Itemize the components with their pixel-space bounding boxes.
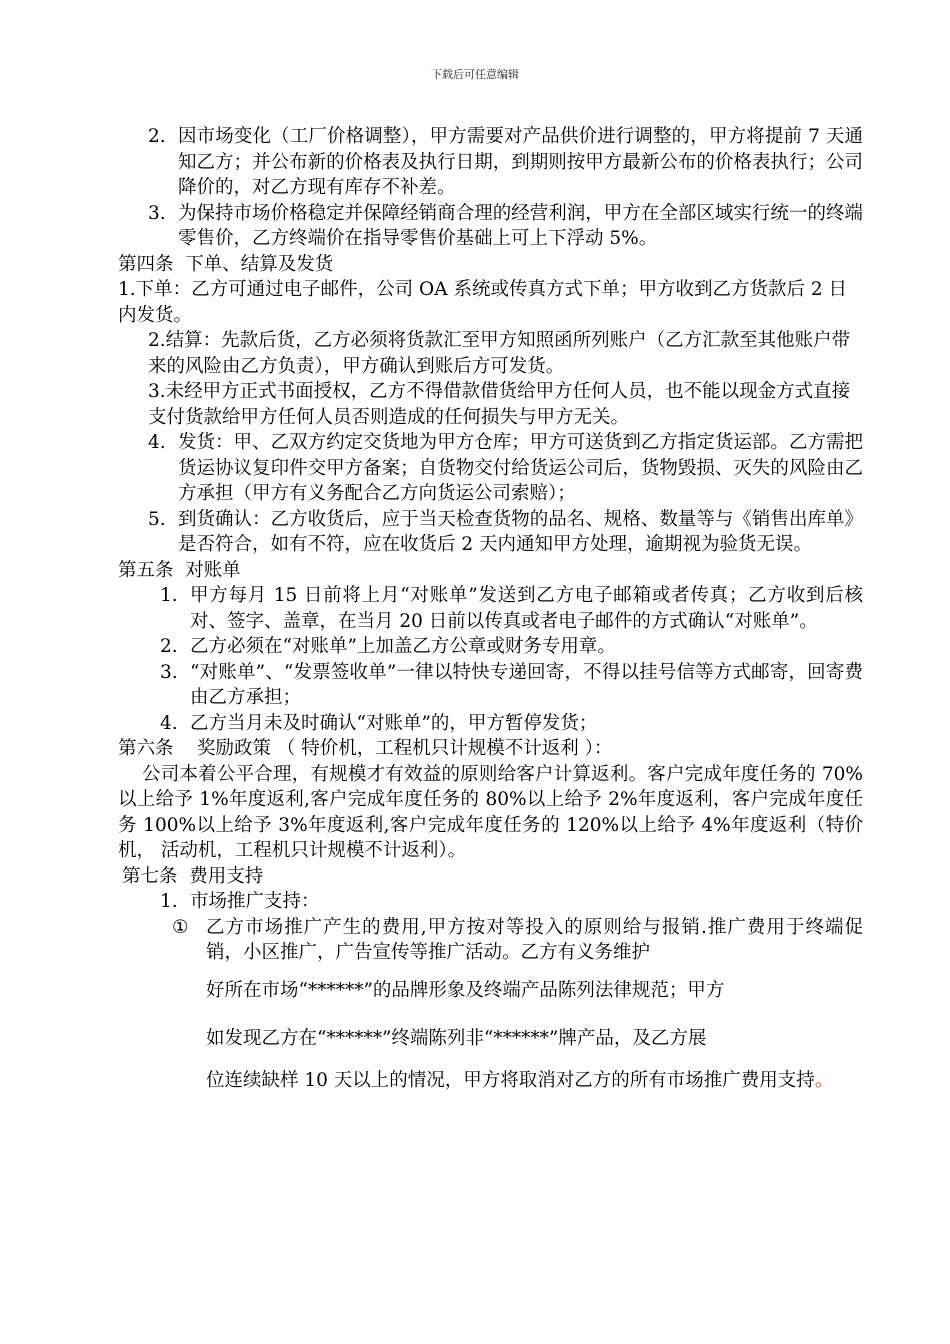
list-number: 3. [148, 202, 166, 224]
list-item [118, 634, 863, 660]
list-item [118, 660, 863, 711]
list-item [118, 583, 863, 634]
list-text: “对账单”、“发票签收单”一律以特快专递回寄，不得以挂号信等方式邮寄，回寄费由乙方承担； [190, 661, 863, 708]
list-number: 5. [148, 508, 166, 530]
list-number: 4. [148, 432, 166, 453]
section-4-item-order: 1.下单：乙方可通过电子邮件，公司 OA 系统或传真方式下单；甲方收到乙方货款后 2 日内发货。 [118, 279, 847, 326]
point-line [206, 1068, 863, 1094]
list-text: 到货确认：乙方收货后，应于当天检查货物的品名、规格、数量等与《销售出库单》是否符合，如有不符，应在收货后 2 天内通知甲方处理，逾期视为验货无误。 [178, 508, 863, 555]
list-item [118, 201, 863, 252]
point-line: 如发现乙方在“******”终端陈列非“******”牌产品，及乙方展 [206, 1027, 707, 1049]
list-text: 为保持市场价格稳定并保障经销商合理的经营利润，甲方在全部区域实行统一的终端零售价，乙方终端价在指导零售价基础上可上下浮动 5%。 [178, 202, 863, 249]
section-6-paragraph: 公司本着公平合理，有规模才有效益的原则给客户计算返利。客户完成年度任务的 70%以上给予 1%年度返利,客户完成年度任务的 80%以上给予 2%年度返利，客户完成年度任务 100%以上给予 3%年度返利,客户完成年度任务的 120%以上给予 4%年度返利（特价机， 活动机，工程机只计规模不计返利）。 [118, 763, 863, 861]
list-number: 4. [160, 712, 178, 734]
list-number: 3. [160, 661, 178, 683]
list-item [118, 124, 863, 201]
list-text: 乙方当月未及时确认“对账单”的，甲方暂停发货； [190, 712, 598, 734]
end-mark: 。 [814, 1069, 834, 1091]
list-item [118, 915, 863, 1094]
list-text: 乙方必须在“对账单”上加盖乙方公章或财务专用章。 [190, 636, 616, 657]
list-item [118, 507, 863, 558]
page-header: 下载后可任意编辑 [431, 68, 519, 81]
list-text: 发货：甲、乙双方约定交货地为甲方仓库；甲方可送货到乙方指定货运部。乙方需把货运协议复印件交甲方备案；自货物交付给货运公司后，货物毁损、灭失的风险由乙方承担（甲方有义务配合乙方向货运公司索赔）； [178, 432, 863, 504]
section-5-heading: 第五条 对账单 [118, 559, 241, 581]
list-text: 市场推广支持： [190, 891, 320, 912]
point-line: 好所在市场“******”的品牌形象及终端产品陈列法律规范；甲方 [206, 979, 725, 1001]
point-line: 乙方市场推广产生的费用,甲方按对等投入的原则给与报销.推广费用于终端促销，小区推广，广告宣传等推广活动。乙方有义务维护 [206, 916, 863, 963]
section-6-heading: 第六条 奖励政策 （ 特价机，工程机只计规模不计返利 ）： [118, 738, 613, 759]
list-text: 甲方每月 15 日前将上月“对账单”发送到乙方电子邮箱或者传真；乙方收到后核对、签字、盖章，在当月 20 日前以传真或者电子邮件的方式确认“对账单”。 [190, 585, 863, 632]
section-7-heading: 第七条 费用支持 [122, 865, 264, 887]
list-item [118, 889, 863, 915]
point-line-text: 位连续缺样 10 天以上的情况，甲方将取消对乙方的所有市场推广费用支持 [206, 1069, 815, 1091]
list-number: 1. [160, 891, 178, 912]
list-number: 2. [148, 126, 166, 147]
list-item [118, 711, 863, 737]
circled-number: ① [172, 916, 189, 938]
section-4-heading: 第四条 下单、结算及发货 [118, 253, 334, 275]
list-number: 1. [160, 585, 178, 606]
section-4-item-authorization: 3.未经甲方正式书面授权，乙方不得借款借货给甲方任何人员，也不能以现金方式直接支付货款给甲方任何人员否则造成的任何损失与甲方无关。 [148, 381, 851, 428]
list-text: 因市场变化（工厂价格调整），甲方需要对产品供价进行调整的，甲方将提前 7 天通知乙方；并公布新的价格表及执行日期，到期则按甲方最新公布的价格表执行；公司降价的，对乙方现有库存不补差。 [178, 126, 863, 198]
document-body [118, 124, 863, 1093]
list-number: 2. [160, 636, 178, 657]
list-text [206, 915, 863, 1094]
list-item [118, 430, 863, 507]
section-4-item-settlement: 2.结算：先款后货，乙方必须将货款汇至甲方知照函所列账户（乙方汇款至其他账户带来的风险由乙方负责），甲方确认到账后方可发货。 [148, 330, 851, 377]
